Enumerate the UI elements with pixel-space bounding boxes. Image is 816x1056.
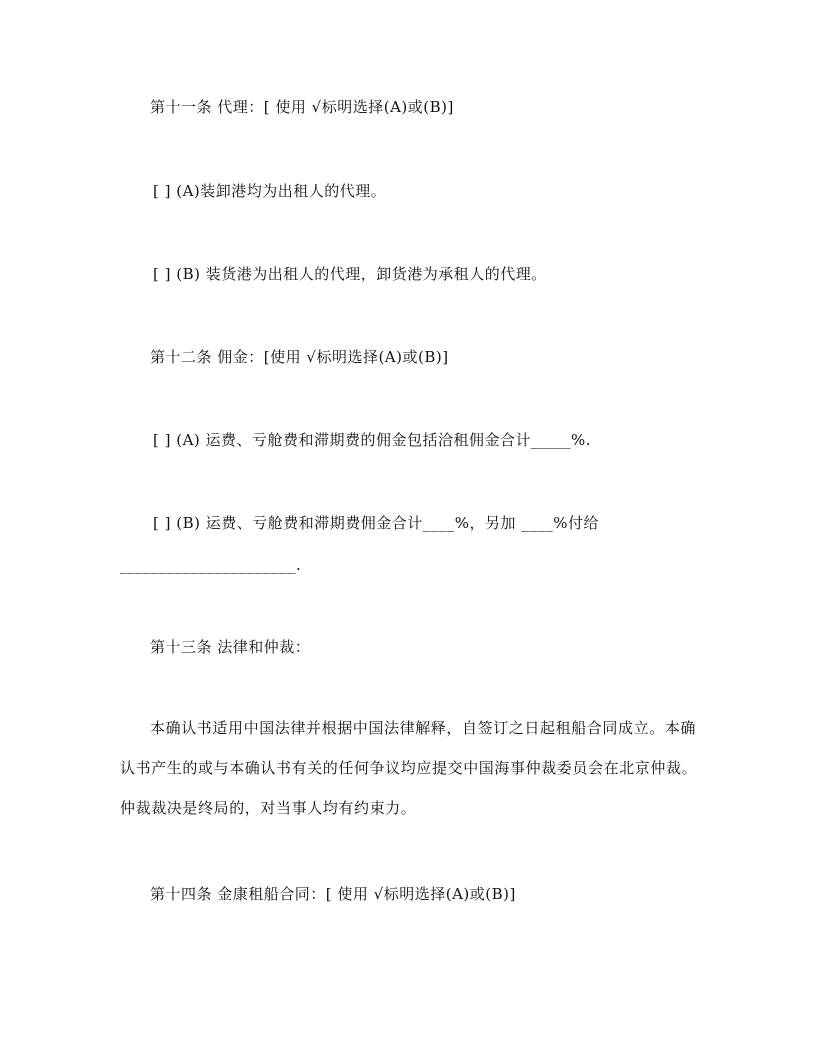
- clause-11-option-a: [ ] (A)装卸港均为出租人的代理。: [153, 182, 387, 200]
- clause-14-heading: 第十四条 金康租船合同：[ 使用 √标明选择(A)或(B)]: [150, 885, 516, 903]
- clause-13-heading: 第十三条 法律和仲裁：: [150, 638, 311, 656]
- clause-12-option-b: [ ] (B) 运费、亏舱费和滞期费佣金合计____%，另加 ____%付给: [153, 514, 600, 532]
- clause-12-heading: 第十二条 佣金：[使用 √标明选择(A)或(B)]: [150, 348, 449, 366]
- clause-11-heading: 第十一条 代理：[ 使用 √标明选择(A)或(B)]: [150, 98, 454, 116]
- clause-12-option-b-continuation: ______________________.: [120, 556, 302, 574]
- clause-12-option-a: [ ] (A) 运费、亏舱费和滞期费的佣金包括洽租佣金合计_____%.: [153, 431, 592, 449]
- clause-11-option-b: [ ] (B) 装货港为出租人的代理，卸货港为承租人的代理。: [153, 265, 547, 283]
- clause-13-body: 本确认书适用中国法律并根据中国法律解释，自签订之日起租船合同成立。本确认书产生的或与本确认书有关的任何争议均应提交中国海事仲裁委员会在北京仲裁。仲裁裁决是终局的，对当事人均有约束力。: [120, 719, 698, 817]
